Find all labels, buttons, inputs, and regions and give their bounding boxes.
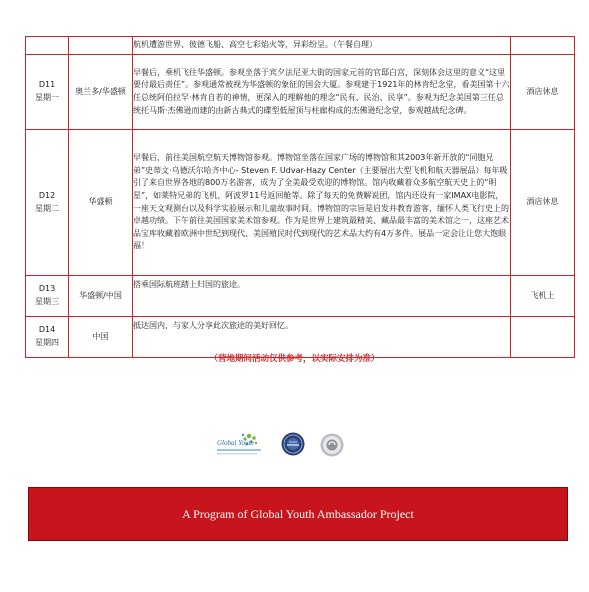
emblem-logo <box>320 433 344 457</box>
accommodation-cell: 酒店休息 <box>511 130 575 276</box>
day-cell <box>26 276 69 317</box>
city-cell: 华盛顿 <box>69 130 133 276</box>
accommodation-cell: 酒店休息 <box>511 55 575 130</box>
schedule-footnote: （营地期间活动仅供参考，以实际安排为准） <box>209 354 380 364</box>
gya-logo <box>215 431 267 461</box>
city-cell: 华盛顿/中国 <box>69 276 133 317</box>
accommodation-cell: 飞机上 <box>511 276 575 317</box>
day-number: D14 <box>38 325 56 335</box>
day-weekday: 星期四 <box>35 338 59 347</box>
partner-logos <box>0 425 589 465</box>
day-weekday: 星期三 <box>35 297 59 306</box>
seal-logo <box>281 432 305 456</box>
table-row <box>26 276 575 317</box>
day-cell <box>26 37 69 55</box>
description-cell: 早餐后，乘机飞往华盛顿。参观坐落于宾夕法尼亚大街的国家元首的官邸白宫，深刻体会这里的意义“这里要付最后责任”。参观通常被视为华盛顿的象征的国会大厦。参观建于1921年的林肯纪念堂，看美国第十六任总统阿伯拉罕·林肯自若的神情，更深入的理解他的理念“民有、民治、民享”。参观为纪念美国第三任总统托马斯·杰佛逊而建的由新古典式的碟型低屋顶与柱廊构成的杰佛逊纪念堂，参观越战纪念碑。 <box>133 55 511 130</box>
city-cell <box>69 37 133 55</box>
day-number: D11 <box>38 80 56 90</box>
day-number: D13 <box>38 284 56 294</box>
day-cell <box>26 130 69 276</box>
table-row <box>26 37 575 55</box>
accommodation-cell <box>511 37 575 55</box>
city-cell: 中国 <box>69 317 133 358</box>
svg-text:Global Youth: Global Youth <box>217 439 254 447</box>
description-cell: 航机遭游世界、彼德飞船、高空七彩焰火等，异彩纷呈。（午餐自理） <box>133 37 511 55</box>
day-cell <box>26 55 69 130</box>
banner-text: A Program of Global Youth Ambassador Project <box>182 506 414 521</box>
description-cell: 早餐后，前往美国航空航天博物馆参观。博物馆坐落在国家广场的博物馆和其2003年新开放的“同胞兄弟”史蒂文·乌德沃尔哈齐中心- Steven F. Udvar-Hazy Center（主要展出大型飞机和航天器展品）每年吸引了来自世界各地的800万名游客，成为了全美最受欢迎的博物馆。馆内收藏着众多航空航天史上的“明星”，如莱特兄弟的飞机、阿波罗11号返回舱等。除了每天的免费解说团，馆内还设有一家IMAX电影院，一座天文观测台以及科学实验展示和儿童故事时间。博物馆的宗旨是启发并教育游客，缅怀人类飞行史上的卓越功绩。下午前往美国国家美术馆参观。作为是世界上建筑最精美、藏品最丰富的美术馆之一，这座艺术品宝库收藏着欧洲中世纪到现代、美国殖民时代到现代的艺术品大约有4万多件。展品一定会让让您大饱眼福！ <box>133 130 511 276</box>
description-cell: 抵达国内，与家人分享此次旅途的美好回忆。 <box>133 317 511 358</box>
itinerary-table <box>25 36 575 358</box>
table-row <box>26 130 575 276</box>
description-cell: 搭乘国际航班踏上归国的旅途。 <box>133 276 511 317</box>
program-banner <box>28 487 568 541</box>
day-number: D12 <box>38 190 56 200</box>
city-cell: 奥兰多/华盛顿 <box>69 55 133 130</box>
day-weekday: 星期二 <box>35 203 59 213</box>
day-weekday: 星期一 <box>35 93 59 102</box>
table-row <box>26 55 575 130</box>
